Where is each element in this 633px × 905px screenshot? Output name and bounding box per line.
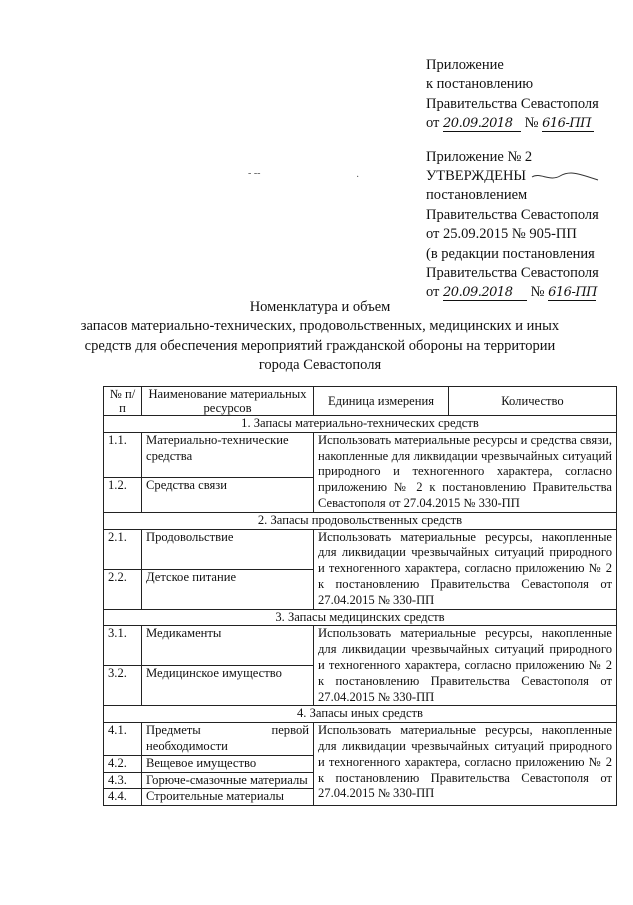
row-num: 3.1. [104, 626, 142, 666]
section-row [104, 416, 617, 433]
row-num: 1.2. [104, 477, 142, 512]
date-prefix: от [426, 284, 440, 301]
date-prefix: от [426, 115, 440, 132]
section-note: Использовать материальные ресурсы, накопленные для ликвидации чрезвычайных ситуаций природного и техногенного характера, согласно приложению № 2 к постановлению Правительства Севастополя от 27.04.2015 № 330-ПП [314, 723, 617, 806]
section-note: Использовать материальные ресурсы, накопленные для ликвидации чрезвычайных ситуаций природного и техногенного характера, согласно приложению № 2 к постановлению Правительства Севастополя от 27.04.2015 № 330-ПП [314, 626, 617, 706]
approval-line: Приложение № 2 [426, 148, 533, 165]
row-num: 4.2. [104, 755, 142, 772]
header-num: № п/п [104, 387, 142, 416]
approval-line: от 25.09.2015 № 905-ПП [426, 226, 577, 243]
approval-word: УТВЕРЖДЕНЫ [426, 168, 527, 185]
row-name: Материально-технические средства [142, 432, 314, 477]
row-name: Медикаменты [142, 626, 314, 666]
signature-scribble [530, 170, 600, 184]
row-num: 4.3. [104, 772, 142, 789]
section-note: Использовать материальные ресурсы и средства связи, накопленные для ликвидации чрезвычайных ситуаций природного и техногенного характера, согласно приложению № 2 к постановлению Правительства Севастополя от 27.04.2015 № 330-ПП [314, 432, 617, 512]
table-header-row [104, 387, 617, 416]
header-date-line [426, 114, 626, 133]
row-name: Средства связи [142, 477, 314, 512]
scan-mark: ‐ ‐‑ [248, 168, 261, 179]
header-line: Правительства Севастополя [426, 95, 599, 112]
row-num: 2.2. [104, 569, 142, 609]
row-name: Предметы первой необходимости [142, 723, 314, 756]
section-title: 3. Запасы медицинских средств [104, 609, 617, 626]
section-row [104, 609, 617, 626]
approval-stamp-line [426, 167, 626, 186]
row-num: 4.4. [104, 789, 142, 806]
table-row [104, 626, 617, 666]
section-title: 1. Запасы материально-технических средств [104, 416, 617, 433]
row-name: Вещевое имущество [142, 755, 314, 772]
row-num: 2.1. [104, 529, 142, 569]
row-name: Строительные материалы [142, 789, 314, 806]
header-name: Наименование материальных ресурсов [142, 387, 314, 416]
row-name: Детское питание [142, 569, 314, 609]
header-line: Приложение [426, 57, 504, 73]
section-title: 2. Запасы продовольственных средств [104, 512, 617, 529]
table-row [104, 529, 617, 569]
table-row [104, 432, 617, 477]
handwritten-number: 616-ПП [542, 117, 594, 132]
row-num: 1.1. [104, 432, 142, 477]
title-line: города Севастополя [258, 357, 382, 374]
approval-line: Правительства Севастополя [426, 206, 599, 223]
section-row [104, 706, 617, 723]
nomenclature-table [103, 386, 617, 806]
header-unit: Единица измерения [314, 387, 449, 416]
row-name: Медицинское имущество [142, 666, 314, 706]
handwritten-number: 616-ПП [548, 285, 598, 301]
row-num: 4.1. [104, 723, 142, 756]
document-title [70, 298, 570, 376]
handwritten-date: 20.09.2018 [443, 286, 527, 301]
approval-line: постановлением [426, 187, 528, 204]
section-title: 4. Запасы иных средств [104, 706, 617, 723]
section-row [104, 512, 617, 529]
header-line: к постановлению [426, 76, 534, 93]
row-num: 3.2. [104, 666, 142, 706]
table-row [104, 723, 617, 756]
approval-line: (в редакции постановления [426, 245, 595, 262]
section-note: Использовать материальные ресурсы, накопленные для ликвидации чрезвычайных ситуаций природного и техногенного характера, согласно приложению № 2 к постановлению Правительства Севастополя от 27.04.2015 № 330-ПП [314, 529, 617, 609]
title-line: средств для обеспечения мероприятий гражданской обороны на территории [84, 337, 556, 354]
header-block [426, 56, 626, 303]
number-prefix: № [524, 115, 539, 132]
row-name: Горюче-смазочные материалы [142, 772, 314, 789]
title-line: Номенклатура и объем [249, 299, 391, 315]
scan-mark: · [356, 172, 360, 183]
header-qty: Количество [449, 387, 617, 416]
row-name: Продовольствие [142, 529, 314, 569]
number-prefix: № [530, 284, 545, 301]
handwritten-date: 20.09.2018 [443, 117, 521, 132]
approval-line: Правительства Севастополя [426, 265, 599, 282]
title-line: запасов материально-технических, продовольственных, медицинских и иных [80, 318, 560, 335]
